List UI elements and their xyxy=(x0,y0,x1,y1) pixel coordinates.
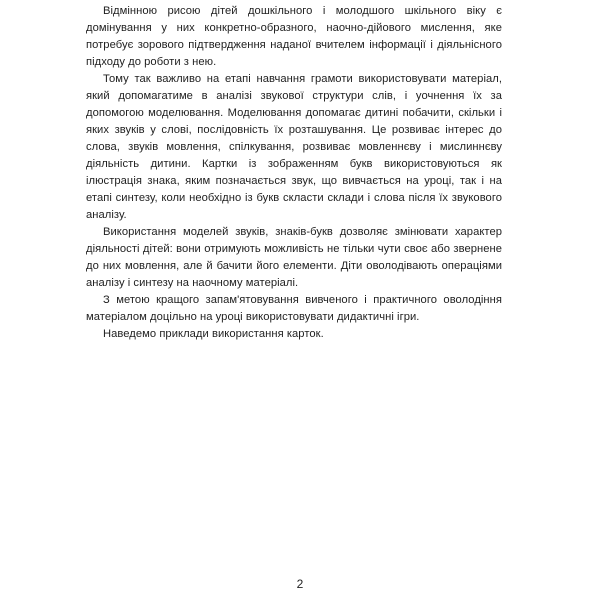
paragraph: Відмінною рисою дітей дошкільного і молодшого шкільного віку є домінування у них конкретно-образного, наочно-дійового мислення, яке потребує зорового підтвердження наданої вчителем інформації і діяльнісного підходу до роботи з нею. xyxy=(86,5,502,68)
paragraph: З метою кращого запам'ятовування вивченого і практичного оволодіння матеріалом доцільно на уроці використовувати дидактичні ігри. xyxy=(86,294,502,323)
page-number: 2 xyxy=(296,577,304,591)
paragraph: Наведемо приклади використання карток. xyxy=(103,328,324,340)
body-text xyxy=(86,3,502,343)
paragraph: Тому так важливо на етапі навчання грамоти використовувати матеріал, який допомагатиме в аналізі звукової структури слів, і уочнення їх за допомогою моделювання. Моделювання допомагає дитині побачити, скільки і яких звуків у слові, послідовність їх розташування. Це розвиває інтерес до слова, звуків мовлення, спілкування, розвиває мовленнєву і мислиннєву діяльність дитини. Картки із зображенням букв використовуються як ілюстрація знака, яким позначається звук, що вивчається на уроці, так і на етапі синтезу, коли необхідно із букв скласти склади і слова після їх звукового аналізу. xyxy=(86,73,502,221)
paragraph: Використання моделей звуків, знаків-букв дозволяє змінювати характер діяльності дітей: вони отримують можливість не тільки чути своє або звернене до них мовлення, але й бачити його елементи. Діти оволодівають операціями аналізу і синтезу на наочному матеріалі. xyxy=(86,226,502,289)
